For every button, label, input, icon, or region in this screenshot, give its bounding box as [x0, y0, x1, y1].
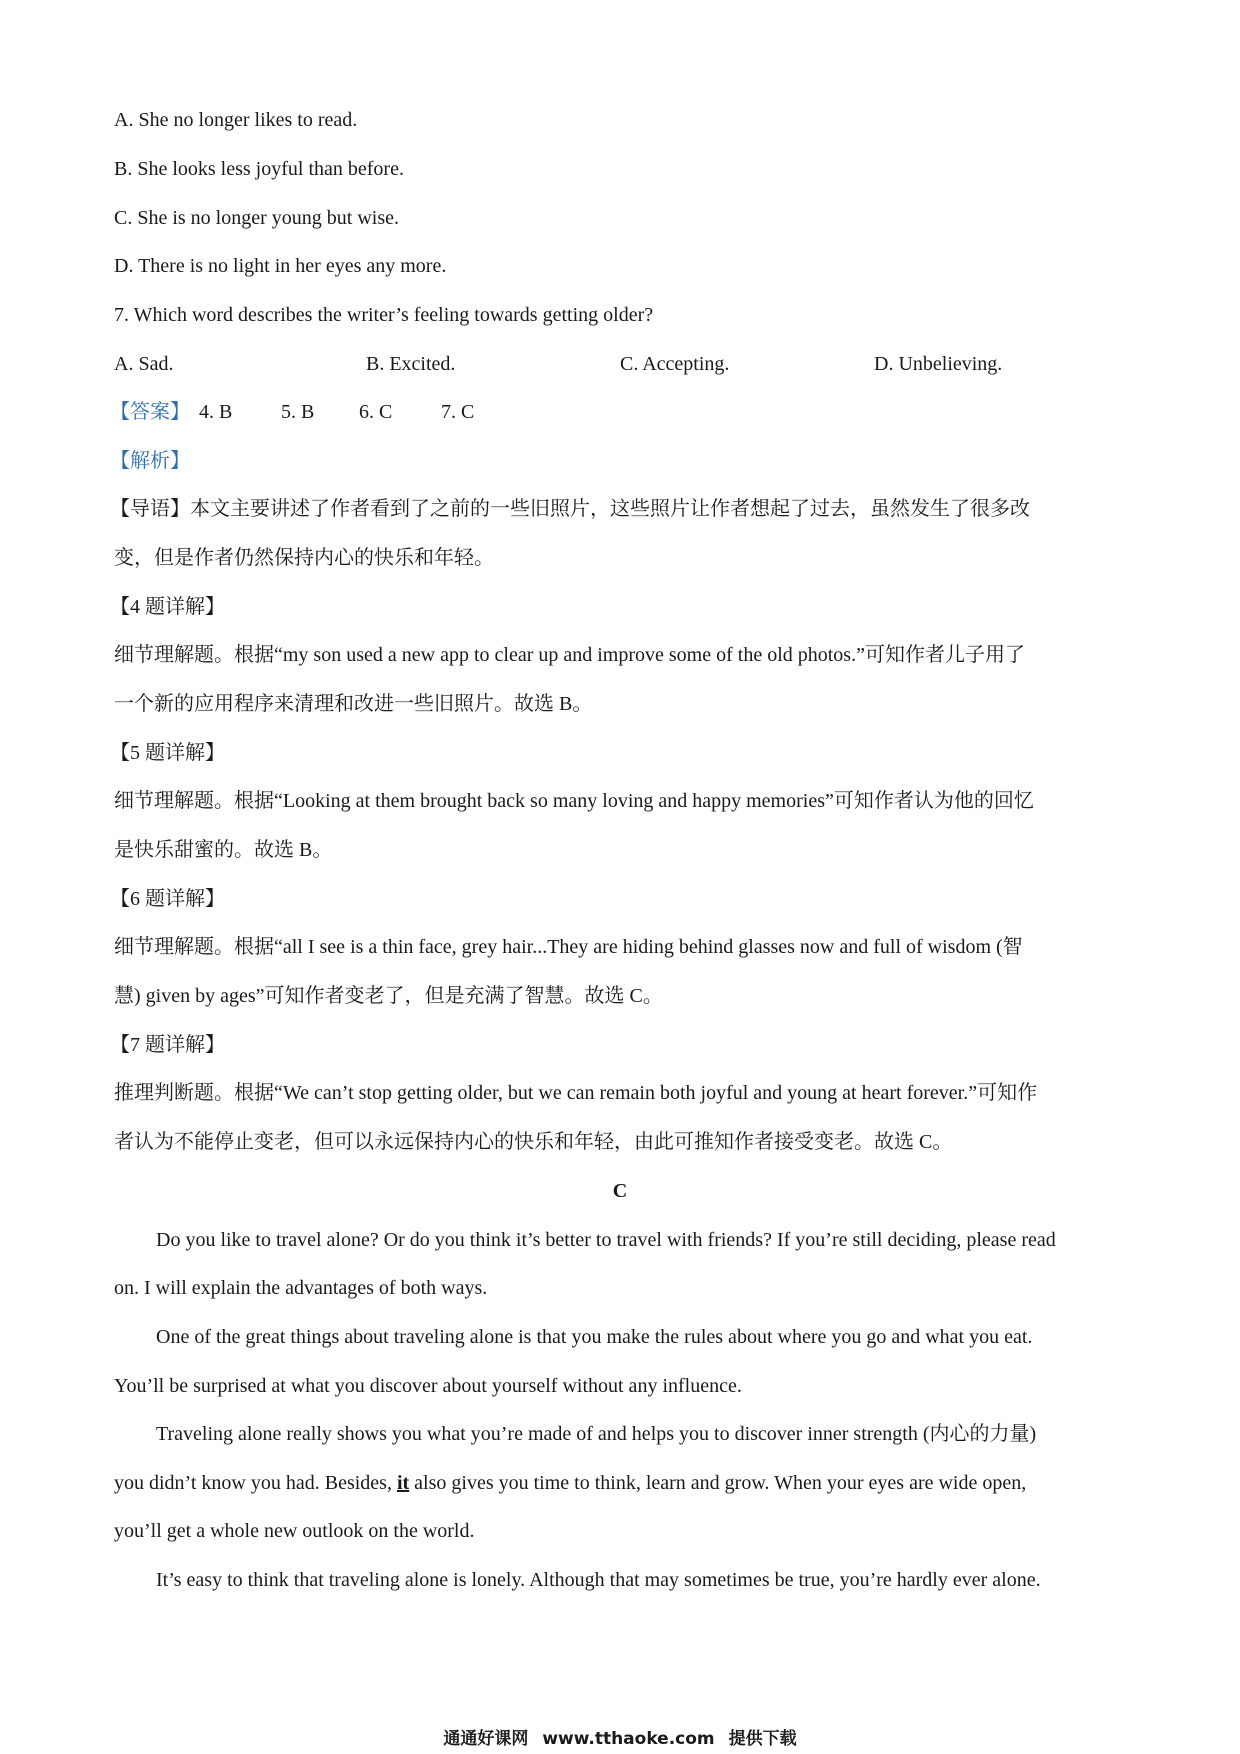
detail-6-title: 【6 题详解】 [110, 888, 225, 910]
q6-option-c: C. She is no longer young but wise. [114, 207, 399, 229]
answer-6: 6. C [359, 401, 393, 423]
answer-5: 5. B [281, 401, 315, 423]
q7-stem: 7. Which word describes the writer’s feeling towards getting older? [114, 304, 654, 326]
intro-line-2: 变，但是作者仍然保持内心的快乐和年轻。 [114, 547, 494, 569]
passage-p2-line-2: You’ll be surprised at what you discover about yourself without any influence. [114, 1375, 742, 1397]
passage-p2-line-1: One of the great things about traveling alone is that you make the rules about where you go and what you eat. [156, 1326, 1033, 1348]
q7-option-b: B. Excited. [366, 353, 456, 375]
detail-7-line-1: 推理判断题。根据“We can’t stop getting older, but we can remain both joyful and young at heart forever.”可知作 [114, 1082, 1038, 1104]
answer-label: 【答案】 [110, 401, 190, 423]
q7-option-a: A. Sad. [114, 353, 174, 375]
passage-heading: C [612, 1180, 628, 1202]
detail-6-line-1: 细节理解题。根据“all I see is a thin face, grey hair...They are hiding behind glasses now and full of wisdom (智 [114, 936, 1023, 958]
passage-p3-line-2 [114, 1469, 1130, 1497]
passage-p3-line-2-end: also gives you time to think, learn and grow. When your eyes are wide open, [409, 1472, 1027, 1494]
q7-option-c: C. Accepting. [620, 353, 730, 375]
underlined-word-it: it [396, 1472, 410, 1494]
q6-option-a: A. She no longer likes to read. [114, 109, 358, 131]
intro-line-1: 【导语】本文主要讲述了作者看到了之前的一些旧照片，这些照片让作者想起了过去，虽然发生了很多改 [110, 498, 1030, 520]
passage-p3-line-2-start: you didn’t know you had. Besides, [114, 1472, 397, 1494]
passage-p1-line-1: Do you like to travel alone? Or do you think it’s better to travel with friends? If you’re still deciding, please read [156, 1229, 1056, 1251]
detail-4-line-1: 细节理解题。根据“my son used a new app to clear up and improve some of the old photos.”可知作者儿子用了 [114, 644, 1025, 666]
detail-4-title: 【4 题详解】 [110, 596, 225, 618]
q6-option-b: B. She looks less joyful than before. [114, 158, 404, 180]
detail-4-line-2: 一个新的应用程序来清理和改进一些旧照片。故选 B。 [114, 693, 593, 715]
footer-site-name: 通通好课网 [443, 1729, 529, 1749]
detail-7-title: 【7 题详解】 [110, 1034, 225, 1056]
detail-6-line-2: 慧) given by ages”可知作者变老了，但是充满了智慧。故选 C。 [114, 985, 663, 1007]
passage-p3-line-3: you’ll get a whole new outlook on the world. [114, 1520, 475, 1542]
detail-5-line-1: 细节理解题。根据“Looking at them brought back so many loving and happy memories”可知作者认为他的回忆 [114, 790, 1034, 812]
answer-4: 4. B [199, 401, 233, 423]
answer-7: 7. C [441, 401, 475, 423]
passage-p3-line-1: Traveling alone really shows you what you’re made of and helps you to discover inner strength (内心的力量) [156, 1423, 1037, 1445]
passage-p1-line-2: on. I will explain the advantages of both ways. [114, 1277, 488, 1299]
footer-note: 提供下载 [728, 1729, 797, 1749]
page-footer [0, 1727, 1240, 1751]
q6-option-d: D. There is no light in her eyes any more. [114, 255, 447, 277]
detail-5-line-2: 是快乐甜蜜的。故选 B。 [114, 839, 333, 861]
analysis-label: 【解析】 [110, 450, 190, 472]
detail-5-title: 【5 题详解】 [110, 742, 225, 764]
passage-p4-line-1: It’s easy to think that traveling alone is lonely. Although that may sometimes be true, you’re hardly ever alone. [156, 1569, 1041, 1591]
detail-7-line-2: 者认为不能停止变老，但可以永远保持内心的快乐和年轻，由此可推知作者接受变老。故选 C。 [114, 1131, 953, 1153]
q7-option-d: D. Unbelieving. [874, 353, 1003, 375]
footer-url: www.tthaoke.com [542, 1729, 715, 1749]
